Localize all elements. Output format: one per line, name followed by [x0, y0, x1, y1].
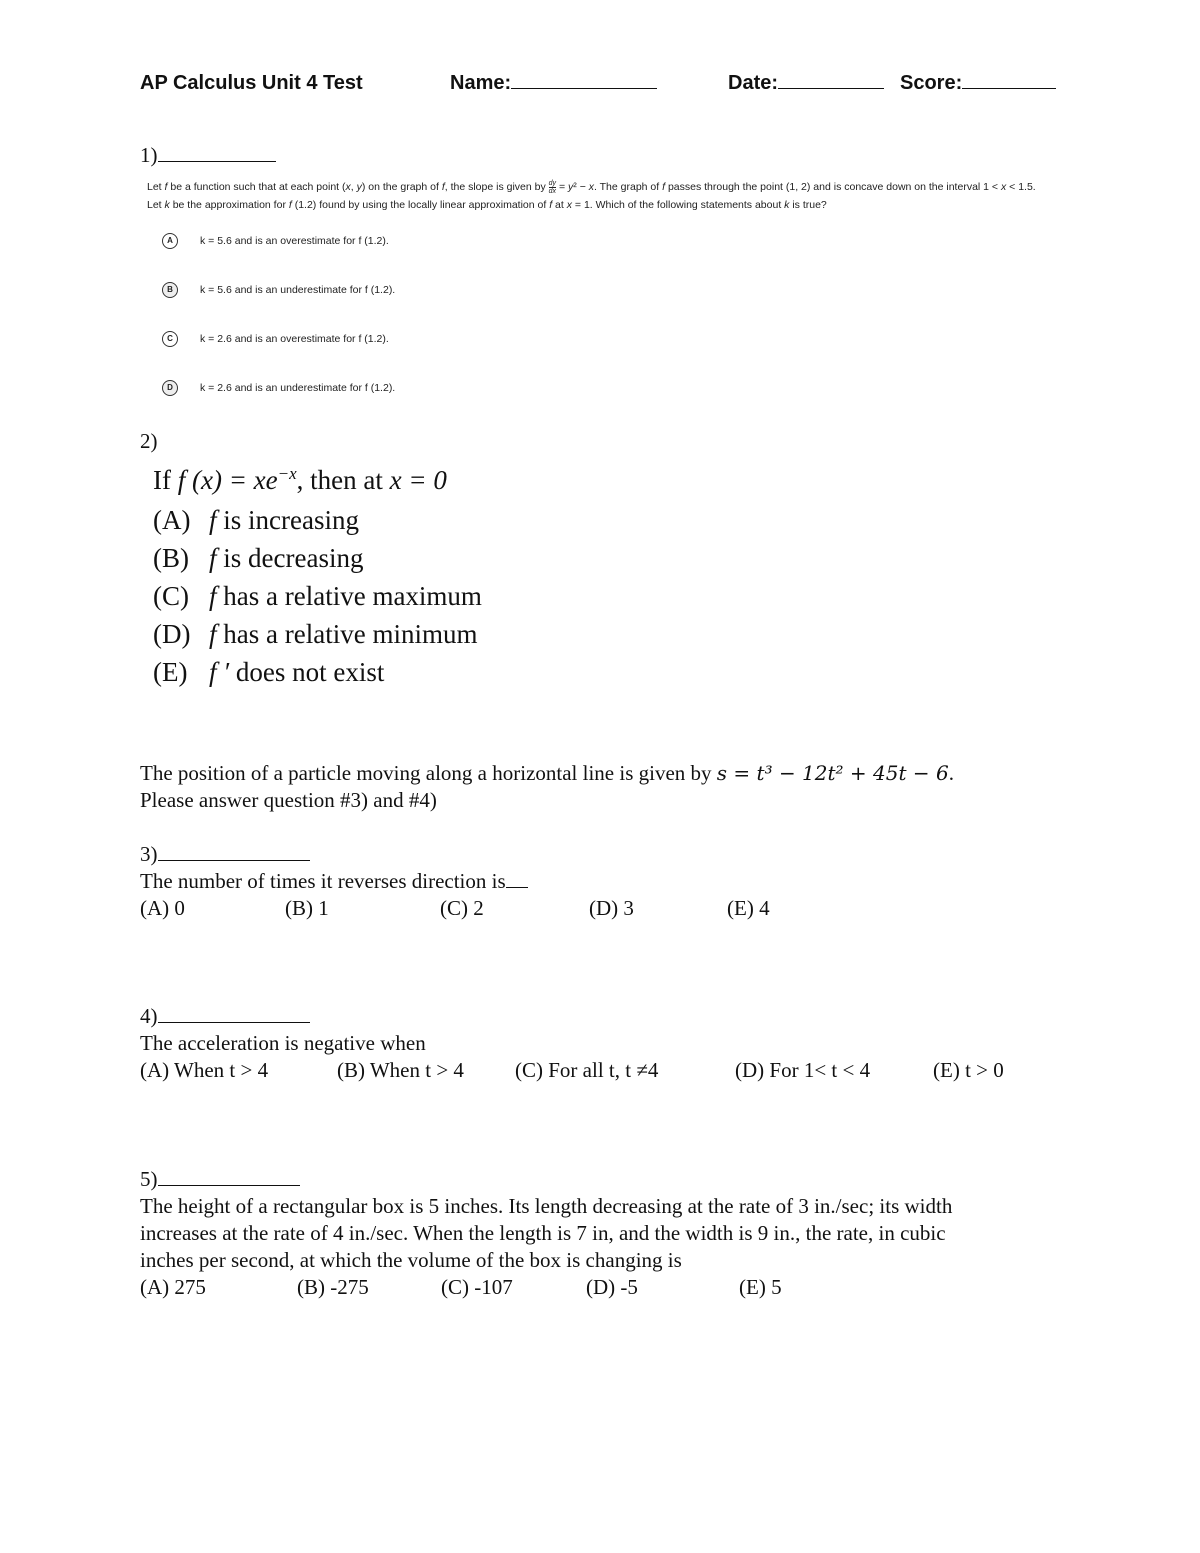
q2-number: 2) — [140, 429, 158, 453]
particle-intro: The position of a particle moving along a horizontal line is given by s = t³ − 12t² + 45t − 6. — [140, 761, 954, 785]
q3-option-d[interactable]: (D) 3 — [589, 896, 634, 920]
q2-stem: If f $(x) = xe^{-x}$, then at x = 0 — [153, 464, 447, 495]
q4-option-c[interactable]: (C) For all t, t ≠4 — [515, 1058, 659, 1082]
date-label: Date: — [728, 72, 779, 94]
q3-inline-blank — [506, 887, 528, 888]
q5-option-c[interactable]: (C) -107 — [441, 1275, 513, 1299]
q5-number: 5) — [140, 1167, 300, 1192]
q3-option-b[interactable]: (B) 1 — [285, 896, 329, 920]
q4-option-b[interactable]: (B) When t > 4 — [337, 1058, 464, 1082]
position-formula: s = t³ − 12t² + 45t − 6 — [716, 761, 949, 785]
option-b-bubble[interactable]: B — [162, 282, 178, 298]
q3-stem: The number of times it reverses direction is — [140, 869, 528, 894]
q3-option-a[interactable]: (A) 0 — [140, 896, 185, 920]
test-header — [140, 72, 1080, 102]
name-field[interactable] — [450, 72, 657, 95]
q5-option-e[interactable]: (E) 5 — [739, 1275, 782, 1299]
q2-option-b[interactable]: (B) f is decreasing — [153, 543, 364, 573]
q5-stem-line3: inches per second, at which the volume of the box is changing is — [140, 1248, 682, 1272]
q3-number: 3) — [140, 842, 310, 867]
option-c-bubble[interactable]: C — [162, 331, 178, 347]
q3-answer-blank[interactable] — [158, 860, 310, 861]
q1-option-b[interactable]: B k = 5.6 and is an underestimate for f (1.2). — [162, 280, 395, 300]
dy-dx-fraction: $\frac{dy}{dx}$ — [548, 179, 557, 195]
q4-option-e[interactable]: (E) t > 0 — [933, 1058, 1004, 1082]
score-blank[interactable] — [962, 88, 1056, 89]
q3-option-e[interactable]: (E) 4 — [727, 896, 770, 920]
q5-stem-line1: The height of a rectangular box is 5 inches. Its length decreasing at the rate of 3 in./sec; its width — [140, 1194, 953, 1218]
date-blank[interactable] — [778, 88, 884, 89]
q5-option-a[interactable]: (A) 275 — [140, 1275, 206, 1299]
q4-stem: The acceleration is negative when — [140, 1031, 426, 1055]
q4-options — [140, 1058, 1040, 1086]
q2-option-a[interactable]: (A) f is increasing — [153, 505, 359, 535]
particle-instructions: Please answer question #3) and #4) — [140, 788, 437, 812]
q2-option-e[interactable]: (E) f ′ does not exist — [153, 657, 385, 687]
q5-answer-blank[interactable] — [158, 1185, 300, 1186]
q1-stem-line2: Let k be the approximation for f (1.2) found by using the locally linear approximation of f at x = 1. Which of the following statements about k is true? — [147, 199, 827, 211]
q1-stem — [147, 178, 1127, 214]
q3-option-c[interactable]: (C) 2 — [440, 896, 484, 920]
score-label: Score: — [900, 72, 963, 94]
q1-number: 1) — [140, 143, 276, 168]
q4-number: 4) — [140, 1004, 310, 1029]
q1-option-c[interactable]: C k = 2.6 and is an overestimate for f (1.2). — [162, 329, 389, 349]
q5-stem-line2: increases at the rate of 4 in./sec. When the length is 7 in, and the width is 9 in., the rate, in cubic — [140, 1221, 946, 1245]
q4-answer-blank[interactable] — [158, 1022, 310, 1023]
q4-option-a[interactable]: (A) When t > 4 — [140, 1058, 269, 1082]
q1-stem-line1: Let f be a function such that at each point (x, y) on the graph of f, the slope is given by $\frac{dy}{dx}$ = y² − x. The graph of f passes through the point (1, 2) and is concave down on the interval 1 < x < 1.5. — [147, 179, 1036, 195]
score-field[interactable] — [900, 72, 1056, 95]
q1-answer-blank[interactable] — [158, 161, 276, 162]
date-field[interactable] — [728, 72, 884, 95]
q2-option-c[interactable]: (C) f has a relative maximum — [153, 581, 482, 611]
q3-options — [140, 896, 840, 924]
name-blank[interactable] — [511, 88, 657, 89]
q5-option-b[interactable]: (B) -275 — [297, 1275, 369, 1299]
test-title: AP Calculus Unit 4 Test — [140, 72, 363, 94]
option-d-bubble[interactable]: D — [162, 380, 178, 396]
q4-option-d[interactable]: (D) For 1< t < 4 — [735, 1058, 871, 1082]
q5-option-d[interactable]: (D) -5 — [586, 1275, 638, 1299]
option-a-bubble[interactable]: A — [162, 233, 178, 249]
q1-option-d[interactable]: D k = 2.6 and is an underestimate for f (1.2). — [162, 378, 395, 398]
q5-options — [140, 1275, 840, 1303]
q1-option-a[interactable]: A k = 5.6 and is an overestimate for f (1.2). — [162, 231, 389, 251]
q2-option-d[interactable]: (D) f has a relative minimum — [153, 619, 478, 649]
name-label: Name: — [450, 72, 512, 94]
